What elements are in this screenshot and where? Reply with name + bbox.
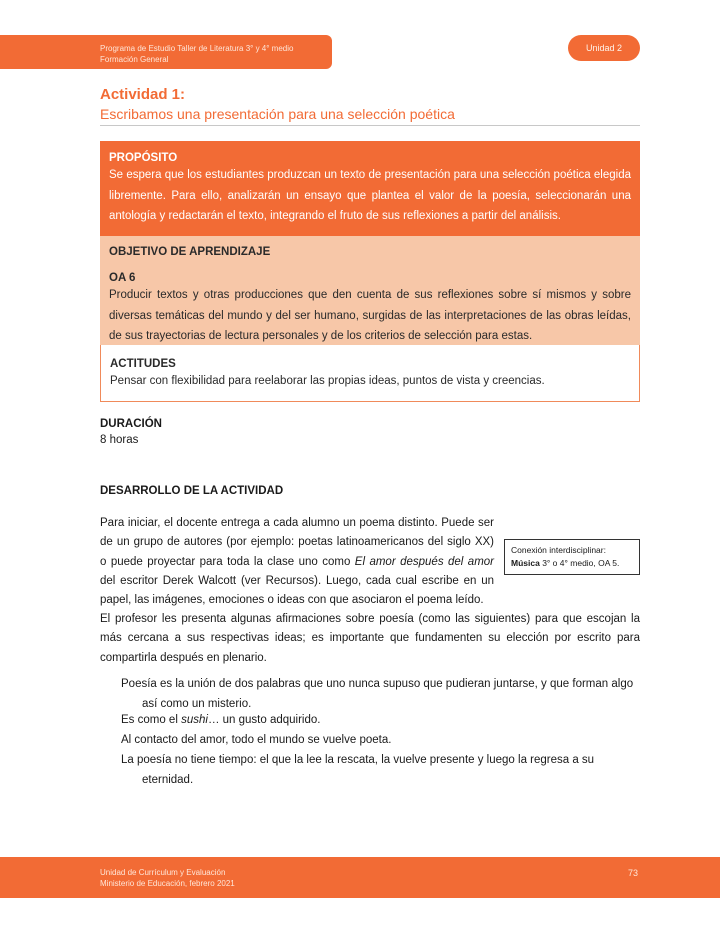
para1-text-b: del escritor Derek Walcott (ver Recursos). Luego, cada cual escribe en un papel, las imágenes, emociones o ideas con que asociaron el poema leído.	[100, 574, 494, 607]
connection-detail: 3° o 4° medio, OA 5.	[539, 558, 620, 568]
quote-1-line-2: así como un misterio.	[142, 697, 252, 710]
footer-band	[0, 857, 720, 898]
quote-item	[121, 711, 640, 731]
footer-ministry: Ministerio de Educación, febrero 2021	[100, 879, 235, 888]
connection-label: Conexión interdisciplinar:	[511, 545, 606, 555]
poem-title: El amor después del amor	[354, 555, 494, 568]
development-paragraph-1	[100, 514, 640, 610]
attitudes-heading: ACTITUDES	[110, 358, 176, 370]
duration-heading: DURACIÓN	[100, 418, 162, 430]
quote-1-line-1: Poesía es la unión de dos palabras que uno nunca supuso que pudieran juntarse, y que forman algo	[121, 678, 634, 690]
purpose-box	[100, 141, 640, 236]
development-paragraph-2: El profesor les presenta algunas afirmaciones sobre poesía (como las siguientes) para que escojan la más cercana a sus respectivas ideas; es importante que fundamenten su elección por escrito para compartirla después en plenario.	[100, 613, 640, 664]
title-divider	[100, 125, 640, 126]
quote-item	[121, 751, 640, 790]
development-heading: DESARROLLO DE LA ACTIVIDAD	[100, 485, 284, 497]
interdisciplinary-connection-box	[504, 539, 640, 575]
objective-heading: OBJETIVO DE APRENDIZAJE	[109, 246, 271, 258]
attitudes-box	[100, 345, 640, 402]
objective-box	[100, 236, 640, 345]
footer-unit: Unidad de Currículum y Evaluación	[100, 868, 226, 877]
activity-title: Actividad 1:	[100, 86, 186, 103]
duration-value: 8 horas	[100, 434, 139, 446]
page-number: 73	[628, 868, 639, 878]
attitudes-text: Pensar con flexibilidad para reelaborar las propias ideas, puntos de vista y creencias.	[110, 375, 545, 387]
purpose-text: Se espera que los estudiantes produzcan un texto de presentación para una selección poética elegida libremente. Para ello, analizarán un ensayo que plantea el valor de la poesía, seleccionarán una antología y redactarán el texto, integrando el fruto de sus reflexiones a partir del análisis.	[109, 169, 631, 222]
activity-subtitle: Escribamos una presentación para una selección poética	[100, 106, 455, 122]
quote-4-line-1: La poesía no tiene tiempo: el que la lee la rescata, la vuelve presente y luego la regresa a su	[121, 754, 595, 766]
quote-2-emphasis: sushi	[181, 714, 208, 726]
objective-text: Producir textos y otras producciones que den cuenta de sus reflexiones sobre sí mismos y sobre diversas temáticas del mundo y del ser humano, surgidas de las interpretaciones de las obras leídas, de sus trayectorias de lectura personales y de los criterios de selección para estas.	[109, 289, 631, 342]
quote-item	[121, 675, 640, 714]
para1-text-a: Para iniciar, el docente entrega a cada alumno un poema distinto. Puede ser de un grupo de autores (por ejemplo: poetas latinoamericanos del siglo XX) o puede proyectar para toda la clase uno como	[100, 517, 494, 568]
quote-2-text-a: Es como el	[121, 714, 182, 726]
unit-badge: Unidad 2	[568, 35, 640, 61]
formation-label: Formación General	[100, 55, 169, 64]
connection-subject: Música	[511, 558, 540, 568]
quote-4-line-2: eternidad.	[142, 773, 194, 786]
quote-2-text-b: … un gusto adquirido.	[207, 714, 321, 726]
quote-item: Al contacto del amor, todo el mundo se vuelve poeta.	[121, 734, 392, 746]
objective-code: OA 6	[109, 272, 136, 284]
program-title: Programa de Estudio Taller de Literatura 3° y 4° medio	[100, 44, 294, 53]
purpose-heading: PROPÓSITO	[109, 152, 178, 164]
